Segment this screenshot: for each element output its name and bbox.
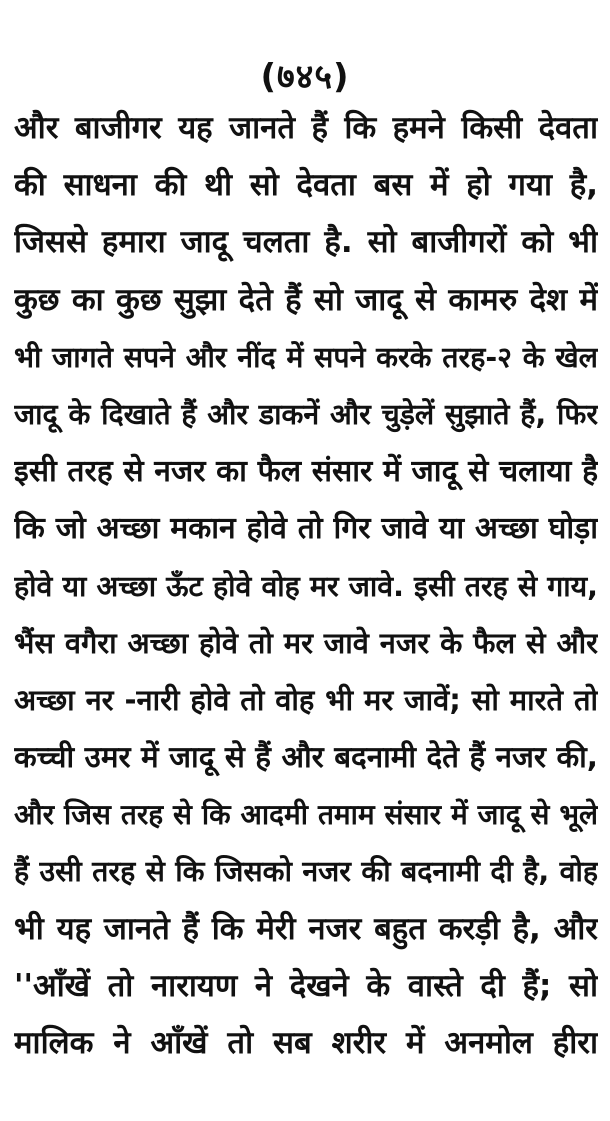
text-line: जादू के दिखाते हैं और डाकनें और चुड़ेलें सुझाते हैं, फिर <box>14 397 598 431</box>
text-line: कुछ का कुछ सुझा देते हैं सो जादू से कामरु देश में <box>14 281 598 318</box>
text-line: जिससे हमारा जादू चलता है. सो बाजीगरों को भी <box>14 224 598 261</box>
text-line: कि जो अच्छा मकान होवे तो गिर जावे या अच्छा घोड़ा <box>14 511 598 547</box>
text-line: होवे या अच्छा ऊँट होवे वोह मर जावे. इसी तरह से गाय, <box>14 569 598 603</box>
text-line: कच्ची उमर में जादू से हैं और बदनामी देते हैं नजर की, <box>14 740 598 775</box>
page-number: (७४५) <box>260 57 350 97</box>
text-line: और बाजीगर यह जानते हैं कि हमने किसी देवता <box>14 110 598 146</box>
text-line: हैं उसी तरह से कि जिसको नजर की बदनामी दी है, वोह <box>14 855 598 889</box>
text-line: की साधना की थी सो देवता बस में हो गया है, <box>14 167 598 204</box>
text-line: भैंस वगैरा अच्छा होवे तो मर जावे नजर के फैल से और <box>14 625 598 660</box>
text-line: ''आँखें तो नारायण ने देखने के वास्ते दी हैं; सो <box>14 967 598 1004</box>
text-line: और जिस तरह से कि आदमी तमाम संसार में जादू से भूले <box>14 798 598 832</box>
text-line: भी जागते सपने और नींद में सपने करके तरह-२ के खेल <box>14 340 598 374</box>
text-line: अच्छा नर -नारी होवे तो वोह भी मर जावें; सो मारते तो <box>14 682 598 717</box>
body-text <box>14 100 598 1072</box>
text-line: भी यह जानते हैं कि मेरी नजर बहुत करड़ी है, और <box>14 910 598 947</box>
text-line: इसी तरह से नजर का फैल संसार में जादू से चलाया है <box>14 454 598 490</box>
text-line: मालिक ने आँखें तो सब शरीर में अनमोल हीरा <box>14 1025 598 1061</box>
